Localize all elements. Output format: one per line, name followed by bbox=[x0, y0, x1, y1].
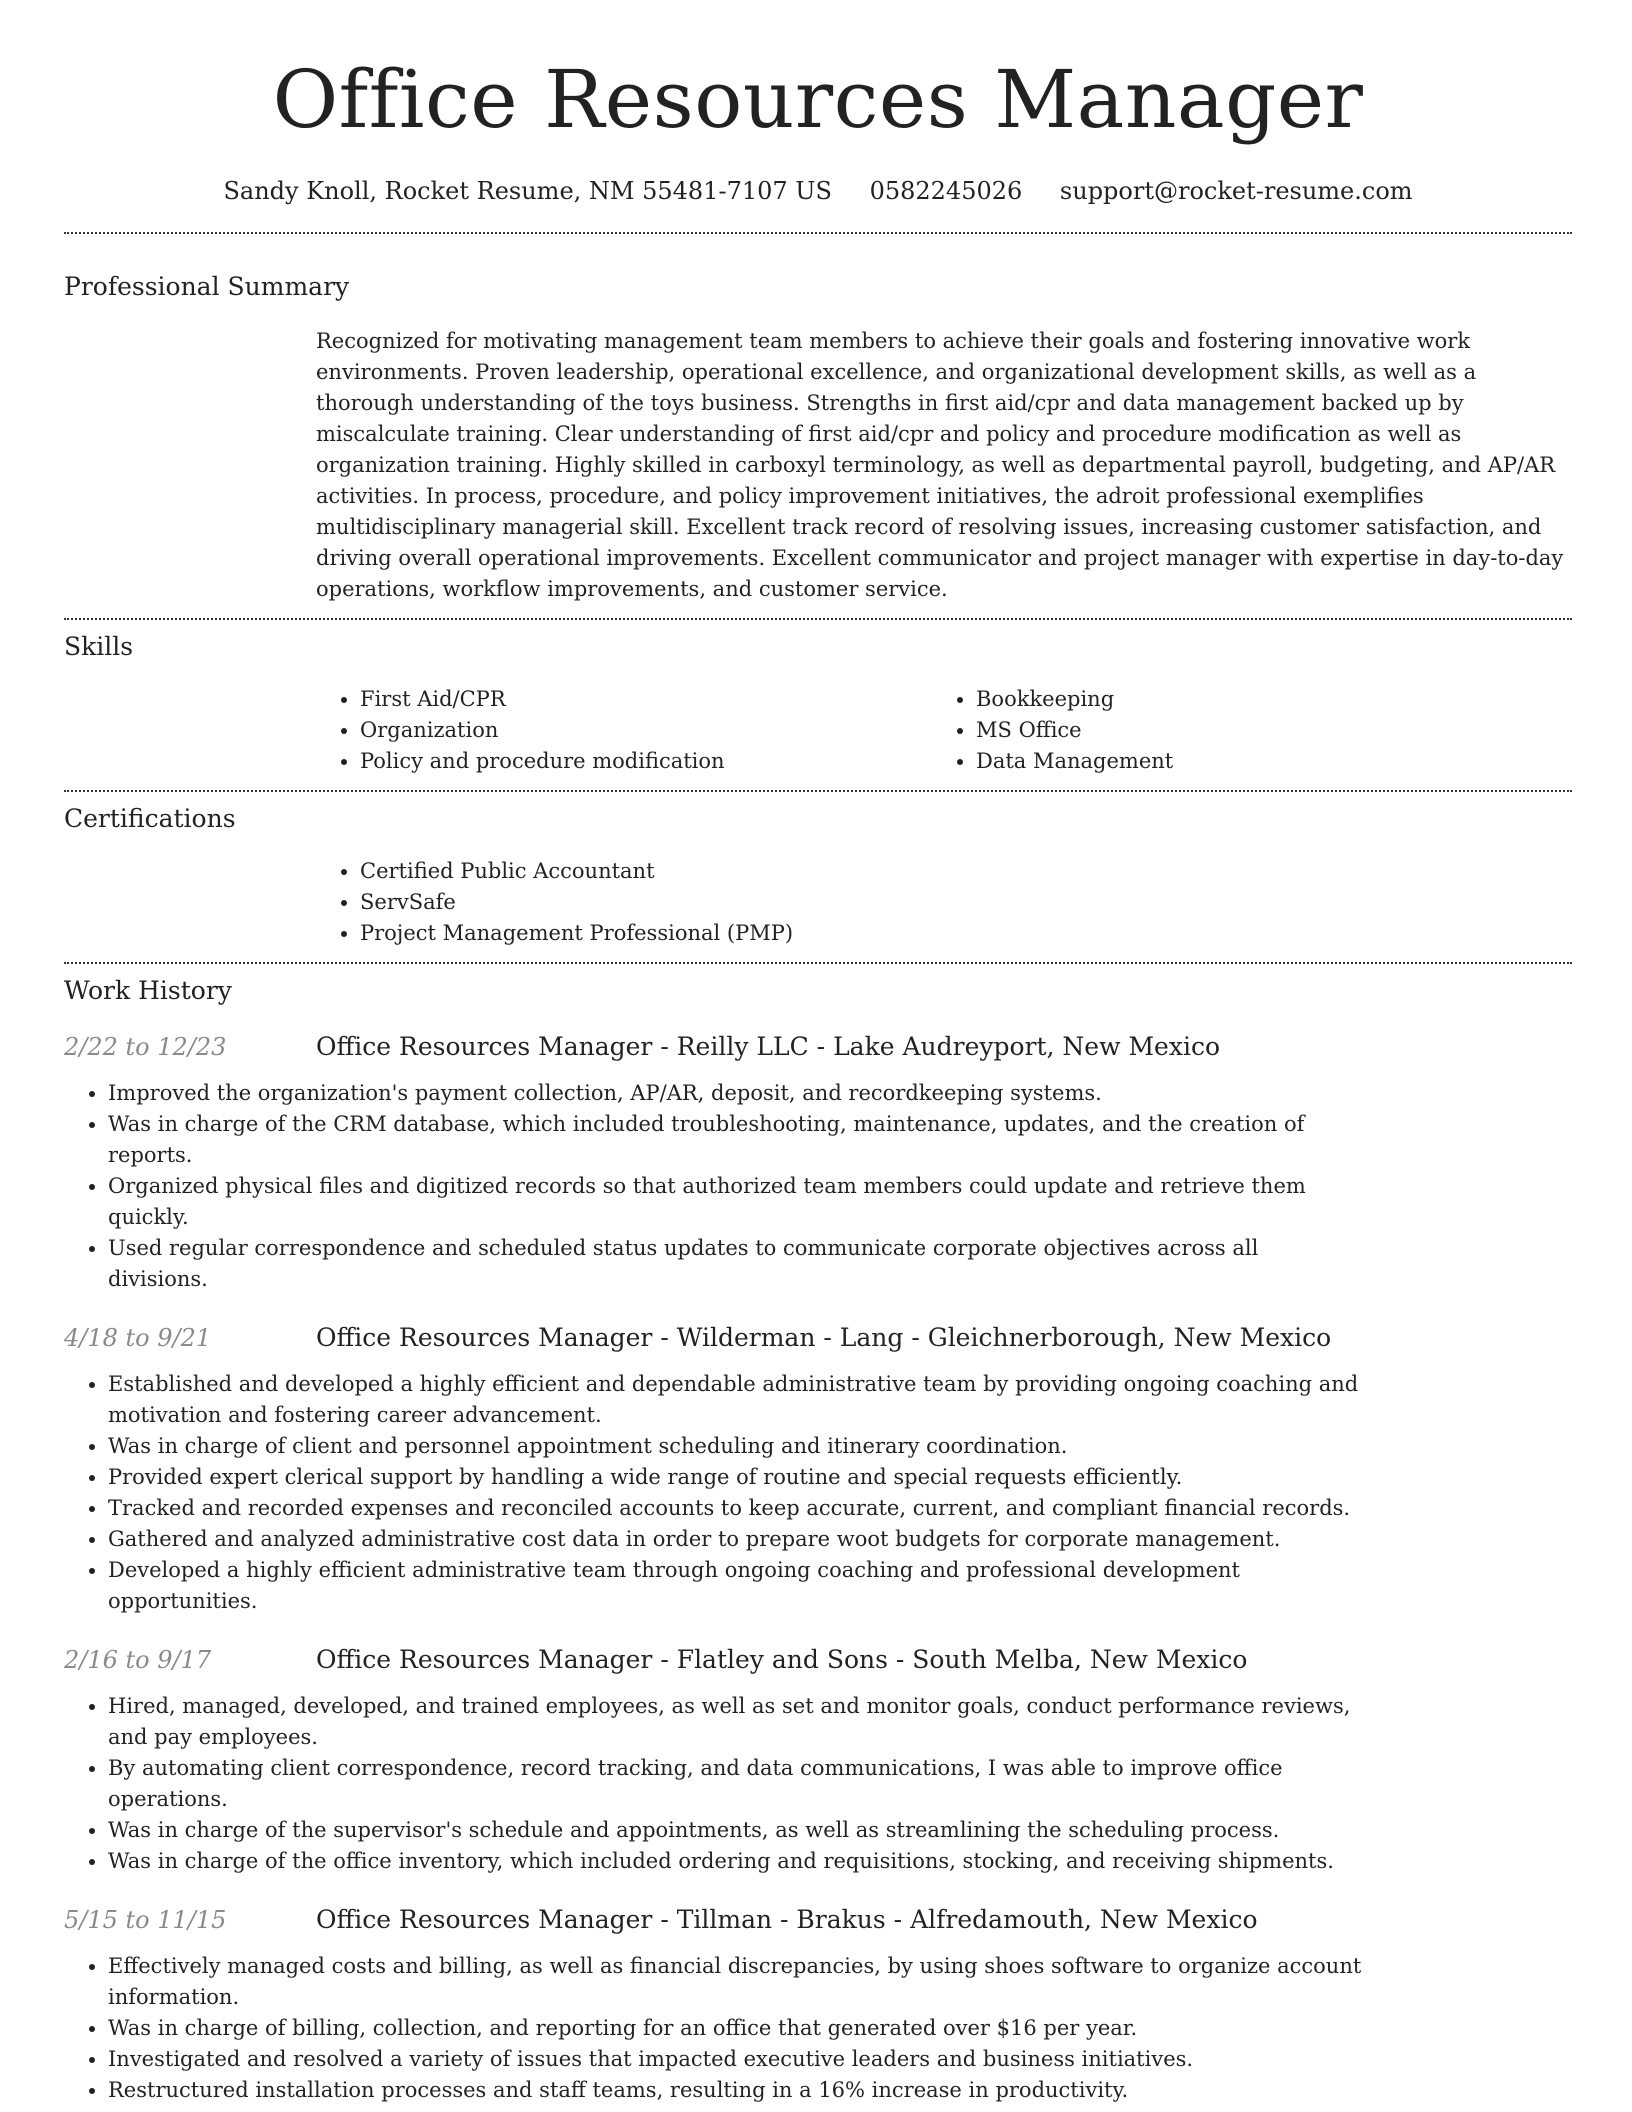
job-bullet: • Was in charge of the office inventory, which included ordering and requisitions, stocking, and receiving shipments. bbox=[108, 1846, 1364, 1877]
job-bullet: • Organized physical files and digitized records so that authorized team members could update and retrieve them quickly. bbox=[108, 1171, 1364, 1233]
job-bullets bbox=[64, 1369, 1364, 1617]
skill-item: • MS Office bbox=[976, 715, 1548, 746]
summary-text: Recognized for motivating management team members to achieve their goals and fostering innovative work environments. Proven leadership, operational excellence, and organizational development skills, as well as a thorough understanding of the toys business. Strengths in first aid/cpr and data management backed up by miscalculate training. Clear understanding of first aid/cpr and policy and procedure modification as well as organization training. Highly skilled in carboxyl terminology, as well as departmental payroll, budgeting, and AP/AR activities. In process, procedure, and policy improvement initiatives, the adroit professional exemplifies multidisciplinary managerial skill. Excellent track record of resolving issues, increasing customer satisfaction, and driving overall operational improvements. Excellent communicator and project manager with expertise in day-to-day operations, workflow improvements, and customer service. bbox=[316, 329, 1564, 601]
job-entry bbox=[64, 1643, 1572, 1877]
contact-address: Sandy Knoll, Rocket Resume, NM 55481-7107 US bbox=[223, 177, 832, 205]
contact-line bbox=[64, 174, 1572, 208]
job-bullet: • Developed a highly efficient administrative team through ongoing coaching and professional development opportunities. bbox=[108, 1555, 1364, 1617]
certification-item: • ServSafe bbox=[360, 887, 1572, 918]
job-bullet: • Investigated and resolved a variety of issues that impacted executive leaders and business initiatives. bbox=[108, 2044, 1364, 2075]
skills-section bbox=[316, 684, 1572, 777]
job-bullet: • Gathered and analyzed administrative cost data in order to prepare woot budgets for corporate management. bbox=[108, 1524, 1364, 1555]
job-bullet: • Restructured installation processes and staff teams, resulting in a 16% increase in productivity. bbox=[108, 2075, 1364, 2106]
resume-title: Office Resources Manager bbox=[272, 53, 1364, 146]
job-bullets bbox=[64, 1078, 1364, 1295]
job-header bbox=[64, 1321, 1572, 1355]
job-title: Office Resources Manager - Flatley and Sons - South Melba, New Mexico bbox=[316, 1645, 1248, 1674]
skill-item: • Data Management bbox=[976, 746, 1548, 777]
job-header bbox=[64, 1903, 1572, 1937]
job-entry bbox=[64, 1321, 1572, 1617]
skills-list-left bbox=[316, 684, 932, 777]
job-title: Office Resources Manager - Wilderman - Lang - Gleichnerborough, New Mexico bbox=[316, 1323, 1332, 1352]
skills-list-right bbox=[932, 684, 1548, 777]
job-entry bbox=[64, 1030, 1572, 1295]
job-dates: 5/15 to 11/15 bbox=[64, 1906, 227, 1934]
job-title: Office Resources Manager - Tillman - Brakus - Alfredamouth, New Mexico bbox=[316, 1905, 1258, 1934]
job-bullet: • Was in charge of the supervisor's schedule and appointments, as well as streamlining the scheduling process. bbox=[108, 1815, 1364, 1846]
job-bullet: • Used regular correspondence and scheduled status updates to communicate corporate objectives across all divisions. bbox=[108, 1233, 1364, 1295]
job-bullet: • Was in charge of the CRM database, which included troubleshooting, maintenance, updates, and the creation of reports. bbox=[108, 1109, 1364, 1171]
job-entry bbox=[64, 1903, 1572, 2106]
job-bullets bbox=[64, 1951, 1364, 2106]
job-bullet: • Established and developed a highly efficient and dependable administrative team by providing ongoing coaching and motivation and fostering career advancement. bbox=[108, 1369, 1364, 1431]
section-divider bbox=[64, 618, 1572, 620]
job-bullet: • Was in charge of billing, collection, and reporting for an office that generated over $16 per year. bbox=[108, 2013, 1364, 2044]
contact-email: support@rocket-resume.com bbox=[1059, 177, 1413, 205]
section-divider bbox=[64, 232, 1572, 234]
job-bullet: • Tracked and recorded expenses and reconciled accounts to keep accurate, current, and compliant financial records. bbox=[108, 1493, 1364, 1524]
resume-page bbox=[64, 0, 1572, 2106]
summary-heading: Professional Summary bbox=[64, 272, 350, 301]
job-bullet: • Was in charge of client and personnel appointment scheduling and itinerary coordination. bbox=[108, 1431, 1364, 1462]
skill-item: • Policy and procedure modification bbox=[360, 746, 932, 777]
certifications-list bbox=[316, 856, 1572, 949]
skills-heading: Skills bbox=[64, 632, 134, 661]
job-dates: 4/18 to 9/21 bbox=[64, 1324, 212, 1352]
certification-item: • Project Management Professional (PMP) bbox=[360, 918, 1572, 949]
job-header bbox=[64, 1030, 1572, 1064]
job-dates: 2/22 to 12/23 bbox=[64, 1033, 227, 1061]
job-header bbox=[64, 1643, 1572, 1677]
section-divider bbox=[64, 962, 1572, 964]
section-divider bbox=[64, 790, 1572, 792]
job-bullet: • Provided expert clerical support by handling a wide range of routine and special requests efficiently. bbox=[108, 1462, 1364, 1493]
job-bullets bbox=[64, 1691, 1364, 1877]
summary-section bbox=[316, 326, 1572, 605]
skill-item: • Bookkeeping bbox=[976, 684, 1548, 715]
job-bullet: • Improved the organization's payment collection, AP/AR, deposit, and recordkeeping systems. bbox=[108, 1078, 1364, 1109]
skill-item: • Organization bbox=[360, 715, 932, 746]
certification-item: • Certified Public Accountant bbox=[360, 856, 1572, 887]
job-bullet: • Effectively managed costs and billing, as well as financial discrepancies, by using shoes software to organize account information. bbox=[108, 1951, 1364, 2013]
contact-phone: 0582245026 bbox=[869, 177, 1023, 205]
job-bullet: • By automating client correspondence, record tracking, and data communications, I was able to improve office operations. bbox=[108, 1753, 1364, 1815]
job-bullet: • Hired, managed, developed, and trained employees, as well as set and monitor goals, conduct performance reviews, and pay employees. bbox=[108, 1691, 1364, 1753]
job-title: Office Resources Manager - Reilly LLC - Lake Audreyport, New Mexico bbox=[316, 1032, 1220, 1061]
skill-item: • First Aid/CPR bbox=[360, 684, 932, 715]
work-history-heading: Work History bbox=[64, 976, 232, 1005]
job-dates: 2/16 to 9/17 bbox=[64, 1646, 212, 1674]
certifications-section bbox=[316, 856, 1572, 949]
certifications-heading: Certifications bbox=[64, 804, 236, 833]
